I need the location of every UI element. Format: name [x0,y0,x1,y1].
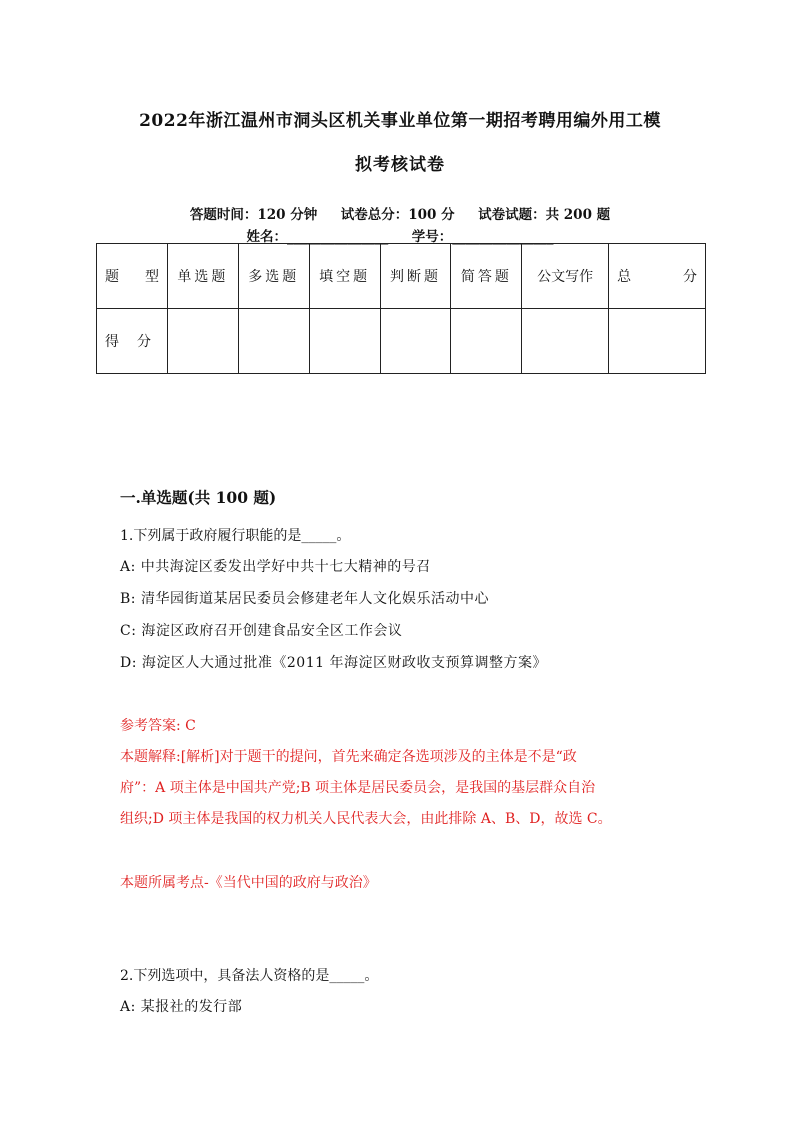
question-1-answer: 参考答案: C [120,718,196,734]
total-label-char1: 总 [617,269,632,285]
score-cell [238,309,309,374]
column-true-false: 判断题 [380,244,451,309]
score-cell [380,309,451,374]
column-single-choice: 单选题 [167,244,238,309]
score-label-cell [97,309,168,374]
column-short-answer: 简答题 [451,244,522,309]
question-1-option-d: D: 海淀区人大通过批准《2011 年海淀区财政收支预算调整方案》 [120,655,547,671]
exam-title-line2: 拟考核试卷 [355,155,445,175]
question-1-option-a: A: 中共海淀区委发出学好中共十七大精神的号召 [120,559,431,575]
type-label-char1: 题 [105,269,119,285]
question-2-stem: 2.下列选项中，具备法人资格的是_____。 [120,968,379,984]
score-label-char1: 得 [105,334,119,350]
score-cell [451,309,522,374]
question-1-explanation-line1: 本题解释:[解析]对于题干的提问，首先来确定各选项涉及的主体是不是“政 [120,749,577,765]
exam-title-line1: 2022年浙江温州市洞头区机关事业单位第一期招考聘用编外用工模 [139,111,661,131]
column-official-writing: 公文写作 [522,244,609,309]
score-table-header-row [97,244,706,309]
score-cell [522,309,609,374]
score-table-score-row [97,309,706,374]
question-1-option-b: B: 清华园街道某居民委员会修建老年人文化娱乐活动中心 [120,591,489,607]
score-cell [309,309,380,374]
type-label-cell [97,244,168,309]
question-1-explanation-line3: 组织;D 项主体是我国的权力机关人民代表大会，由此排除 A、B、D，故选 C。 [120,811,612,827]
column-multiple-choice: 多选题 [238,244,309,309]
question-2-option-a: A: 某报社的发行部 [120,999,243,1015]
total-label-char2: 分 [683,269,697,285]
candidate-info: 姓名：_______________ 学号：_______________ [246,229,554,245]
score-table [96,243,706,374]
exam-meta-info: 答题时间：120 分钟 试卷总分：100 分 试卷试题：共 200 题 [189,207,611,223]
question-1-topic: 本题所属考点-《当代中国的政府与政治》 [120,875,377,891]
question-1-option-c: C: 海淀区政府召开创建食品安全区工作会议 [120,623,403,639]
total-label-cell [609,244,706,309]
question-1-explanation-line2: 府”：A 项主体是中国共产党;B 项主体是居民委员会，是我国的基层群众自治 [120,780,596,796]
column-fill-blank: 填空题 [309,244,380,309]
type-label-char2: 型 [144,269,159,285]
score-cell [167,309,238,374]
score-label-char2: 分 [137,334,151,350]
score-cell [609,309,706,374]
section-heading: 一.单选题(共 100 题) [120,488,277,507]
question-1-stem: 1.下列属于政府履行职能的是_____。 [120,528,351,544]
